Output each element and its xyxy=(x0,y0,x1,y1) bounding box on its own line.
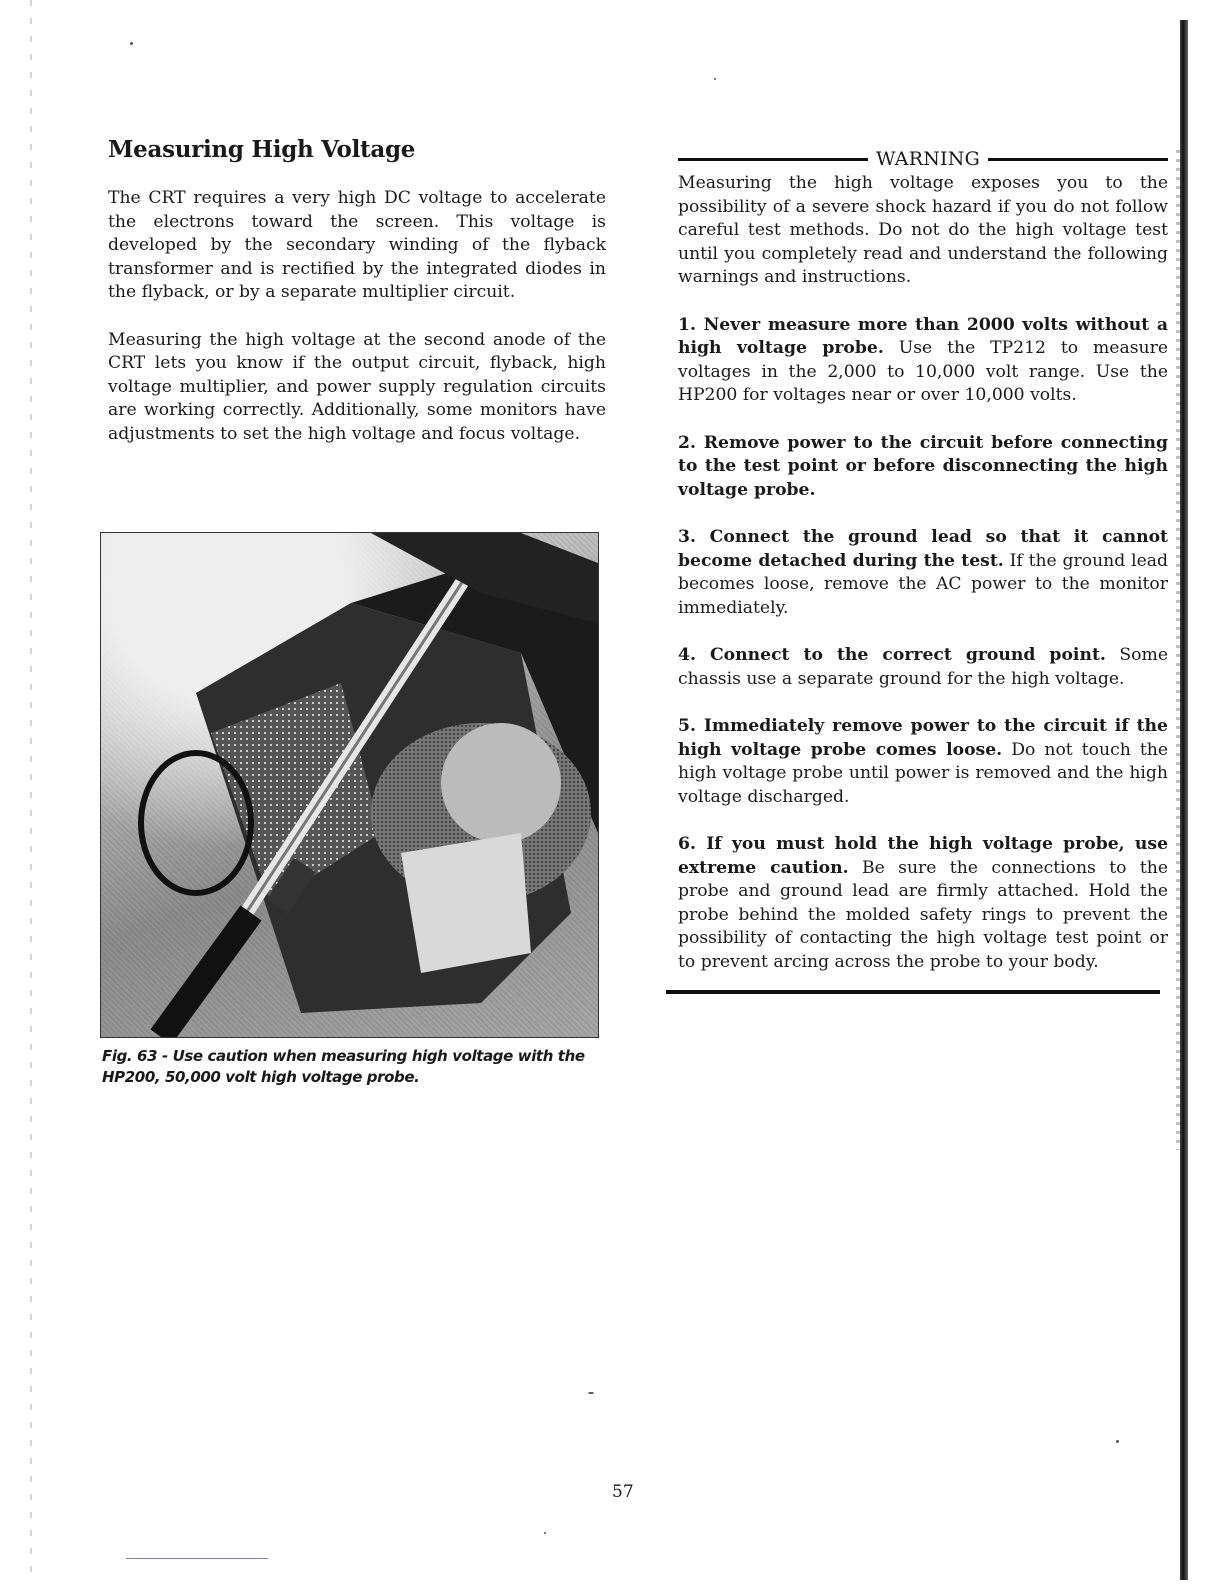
scan-speck xyxy=(130,42,133,45)
warning-item-text: Use the TP212 to measure voltages in the 2,000 to 10,000 volt range. Use the HP200 for voltages near or over 10,000 volts. xyxy=(678,338,1168,405)
bottom-link-line xyxy=(126,1558,268,1559)
warning-item-text: If the ground lead becomes loose, remove the AC power to the monitor immediately. xyxy=(678,550,1168,618)
warning-item xyxy=(678,715,1168,809)
body-paragraph-2: Measuring the high voltage at the second anode of the CRT lets you know if the output circuit, flyback, high voltage multiplier, and power supply regulation circuits are working correctly. Additionally, some monitors have adjustments to set the high voltage and focus voltage. xyxy=(108,329,606,444)
scan-speck xyxy=(544,1532,546,1534)
warning-bottom-rule xyxy=(666,990,1160,994)
warning-item xyxy=(678,833,1168,974)
page-title: Measuring High Voltage xyxy=(108,136,416,163)
warning-item xyxy=(678,432,1168,503)
warning-item-text: Some chassis use a separate ground for the high voltage. xyxy=(678,645,1168,689)
left-column xyxy=(108,136,606,470)
warning-item xyxy=(678,526,1168,620)
scan-right-edge-noise xyxy=(1176,150,1180,1150)
warning-item-text: Be sure the connections to the probe and ground lead are firmly attached. Hold the probe behind the molded safety rings to prevent the possibility of contacting the high voltage test point or to prevent arcing across the probe to your body. xyxy=(678,857,1168,972)
figure-photo xyxy=(100,532,599,1038)
figure-caption: Fig. 63 - Use caution when measuring high voltage with the HP200, 50,000 volt high voltage probe. xyxy=(102,1047,585,1086)
monitor-probe-illustration xyxy=(101,533,598,1037)
body-paragraph-1: The CRT requires a very high DC voltage to accelerate the electrons toward the screen. This voltage is developed by the secondary winding of the flyback transformer and is rectified by the integrated diodes in the flyback, or by a separate multiplier circuit. xyxy=(108,188,606,302)
warning-item-text: Do not touch the high voltage probe until power is removed and the high voltage discharged. xyxy=(678,739,1168,807)
warning-item-bold: 5. Immediately remove power to the circuit if the high voltage probe comes loose. xyxy=(678,716,1168,760)
warning-item-bold: 1. Never measure more than 2000 volts without a high voltage probe. xyxy=(678,314,1168,358)
scan-right-edge xyxy=(1180,20,1188,1580)
warning-item-bold: 4. Connect to the correct ground point. xyxy=(678,645,1106,665)
scan-speck xyxy=(1116,1440,1119,1443)
scan-speck xyxy=(714,78,716,80)
warning-item-bold: 3. Connect the ground lead so that it cannot become detached during the test. xyxy=(678,527,1168,571)
warning-label: WARNING xyxy=(876,148,980,170)
warning-header xyxy=(678,146,1168,172)
warning-item xyxy=(678,644,1168,691)
warning-item xyxy=(678,314,1168,408)
scan-left-edge xyxy=(30,0,32,1584)
warning-item-bold: 6. If you must hold the high voltage probe, use extreme caution. xyxy=(678,834,1168,878)
warning-item-bold: 2. Remove power to the circuit before connecting to the test point or before disconnecting the high voltage probe. xyxy=(678,432,1168,500)
warning-box xyxy=(678,146,1168,994)
warning-rule-right xyxy=(988,158,1168,161)
warning-rule-left xyxy=(678,158,868,161)
page-number: 57 xyxy=(612,1482,634,1502)
warning-intro: Measuring the high voltage exposes you to the possibility of a severe shock hazard if you do not follow careful test methods. Do not do the high voltage test until you completely read and understand the following warnings and instructions. xyxy=(678,173,1168,287)
scan-speck xyxy=(588,1392,594,1394)
